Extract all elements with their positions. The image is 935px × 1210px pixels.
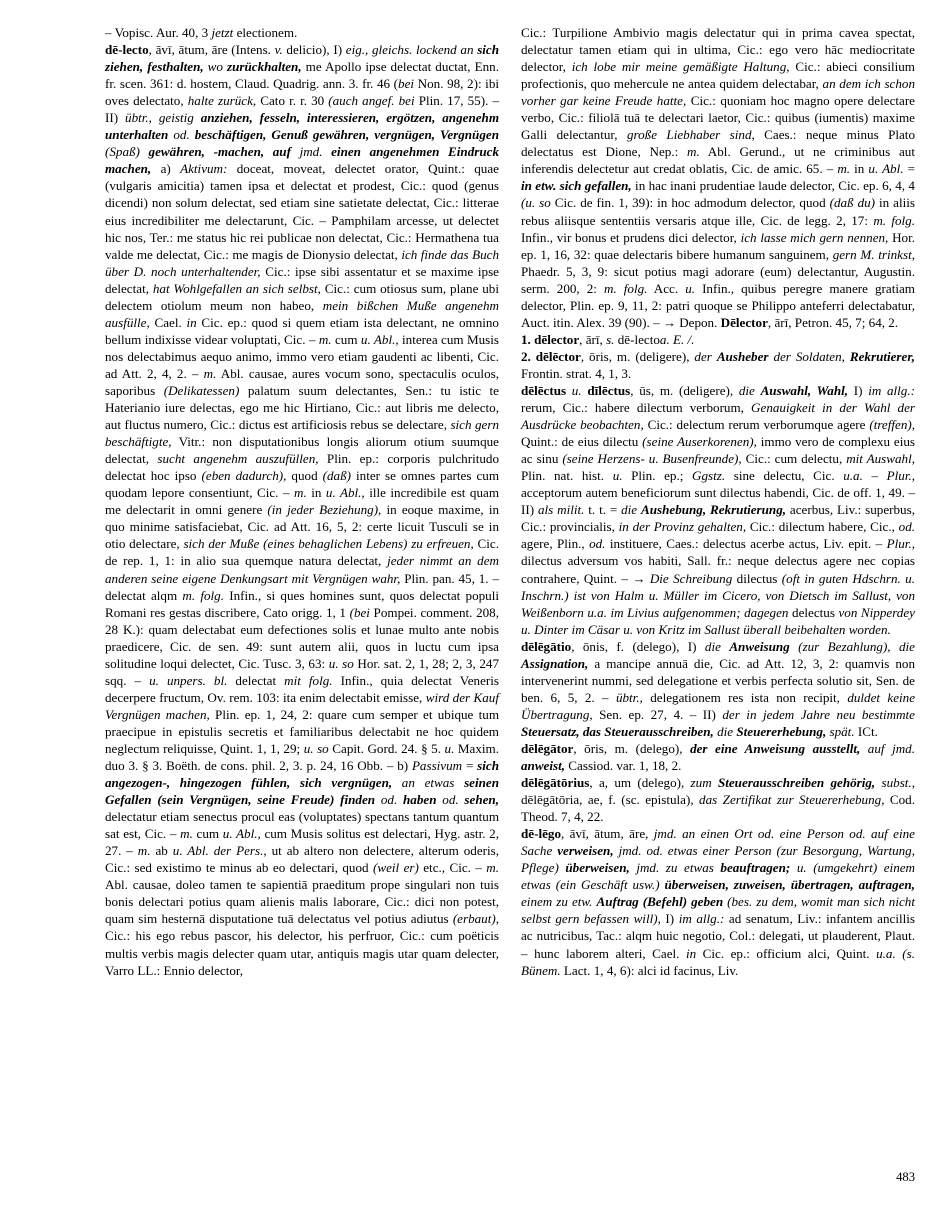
text-run: als milit. [537,502,585,518]
text-run: instituere, Caes.: delectus acerbe actus, Liv. epit. – [605,536,887,552]
text-run: Plin. nat. hist. [521,468,613,484]
text-run: Vitr.: non disputationibus longis aliorum otium suumque delectat, [105,434,499,467]
text-run: in hac inani prudentiae laude delector, Cic. ep. 6, 4, 4 [631,178,915,194]
text-run: auf jmd. [860,740,915,756]
text-run: Steuerausschreiben gehörig, [717,775,876,791]
text-run: Cic.: his ego rebus pascor, his delector, his perfruor, Cic.: cum poëticis multis verbis magis delecter quam utar, antiquis magis utar quam delecter, Varro LL.: Ennio delector, [105,928,499,978]
text-run: die [713,723,737,739]
text-run: das Zertifikat zur Steuererhebung, [699,792,885,808]
text-run: sich gern beschäftigte, [105,417,500,450]
text-run: zurückhalten, [227,59,302,75]
text-run: ich lasse mich gern nennen, [740,229,889,245]
text-run: m. [837,161,851,177]
text-run: Cic. de fin. 1, 39): in hoc admodum delector, quod [550,195,830,211]
text-run: wird der Kauf Vergnügen machen, [105,689,499,722]
dictionary-entry [521,382,915,638]
text-run: agere, Plin., [521,536,590,552]
text-run: Sen. ep. 27, 4. – II) [592,706,723,722]
text-run: Cic. ep.: quod si quem etiam ista delectant, ne omnino bellum indixisse videar voluptati, Cic. – [105,314,499,347]
text-run: od. [589,536,606,552]
text-run: acerbus, Liv.: superbus, Cic.: provincialis, [521,502,915,535]
text-run: mit Auswahl, [846,451,916,467]
text-run: m. folg. [182,587,224,603]
text-run: in aliis rebus aliisque sententiis versaris atque ille, Cic. de legg. 2, 17: [521,195,915,228]
text-run: doceat, moveat, delectet orator, Quint.: quae (vulgaris amicitia) tamen ipsa et delectat et prodest, Cic.: quod (genus dicendi) non solum delectat, sed etiam sine satietate delectat, Cic.: litterae eius incredibiliter me delectarunt, Cic. – Pamphilam arcesse, ut delectet hic nos, Ter.: me status hic rei publicae non delectat, Cic.: Hermathena tua valde me delectat, Cic.: me magis de Dionysio delectat, [105,161,499,262]
text-run: Cato r. r. 30 [256,93,329,109]
text-run: Cic.: ipse sibi assentatur et se maxime ipse delectat, [105,263,499,296]
text-run: cum [192,826,223,842]
text-run: bei [398,76,415,92]
text-run: u. Abl., [360,331,399,347]
text-run: mein bißchen Muße angenehm ausfülle, [105,297,499,330]
text-run: Hor. ep. 1, 16, 32: quae delectaris bibere humanum sanguinem, [521,229,915,262]
text-run: verweisen, [557,843,614,859]
text-run: acceptorum autem beneficiorum sunt dilectus habendi, Cic. de off. 1, 49. – II) [521,485,915,518]
text-run: Steuersatz, das Steuerausschreiben, [521,723,714,739]
text-run: Anweisung [729,638,799,654]
text-run: von Nipperdey u. Dinter im Cäsar u. von Kritz im Sallust überall beibehalten worden. [521,604,915,637]
text-run: Infin., quia delectat Veneris decerpere fructum, Ov. rem. 103: ita enim delectabit emisse, [105,672,500,705]
text-run: die [738,382,761,398]
text-run: dēlēgātio [521,638,572,654]
text-run: m. [318,331,332,347]
text-run: sich ziehen, festhalten, [105,42,500,75]
text-run: ICt. [854,723,878,739]
text-run: sich angezogen-, hingezogen fühlen, sich vergnügen, [105,758,499,791]
text-run: duldet keine Übertragung, [521,689,916,722]
text-run: Aushebung, Rekrutierung, [640,502,787,518]
text-run: einen angenehmen Eindruck machen, [105,144,499,177]
text-run: dilectus adversum vos habiti, Sall. fr.: neque delectus agere nec copias contrahere, Quint. – → [521,553,915,586]
dictionary-entry [521,331,915,348]
text-run: in [850,161,869,177]
text-run: in der Provinz gehalten, [618,519,747,535]
text-run: gern M. trinkst, [832,246,915,262]
text-run: , ūs, m. (deligere), [630,382,739,398]
text-run: dēlēgātōria, ae, f. (sc. epistula), [521,792,700,808]
text-run: palatum suum delectantes, Sen.: tu istic te Haterianio iure delectas, ego me hic Hirtiano, Cic.: aut libris me delecto, aut fluctus numero, Cic.: dictus est artificiosis rebus se delectare, [105,382,499,433]
text-run: u. [685,280,696,296]
text-run: Cic. ep.: officium alci, Quint. [696,945,877,961]
text-run: Steuererhebung, [736,723,827,739]
dictionary-entry [521,24,915,331]
text-run: dilectus [732,570,782,586]
text-run: electionem. [236,25,298,40]
text-run: Ausheber [716,348,769,364]
text-run: , ōnis, f. (delego), I) [571,638,705,654]
text-run: eig., gleichs. lockend an [345,42,478,58]
text-run: in [685,945,697,961]
text-run: dīlēctus [587,382,631,398]
text-run: Cod. Theod. 7, 4, 22. [521,792,916,825]
text-run: Hor. sat. 2, 1, 28; 2, 3, 247 sqq. – [105,655,499,688]
text-run: m. [486,860,499,876]
text-run: od. [898,519,916,535]
text-run: delectat [227,672,285,688]
text-run: überweisen, [565,860,630,876]
text-run: Infin., quibus peregre manere gratiam delector, Plin. ep. 9, 11, 2: patri quoque se Philippo anteferri delectabatur, Auct. itin. Alex. 39 (90). – → Depon. [521,280,915,330]
dictionary-entry [521,348,915,382]
text-run: (seine Herzens- u. Busenfreunde), [562,451,742,467]
text-run: Plin. ep. 1, 24, 2: quare cum semper et ubique tum praecipue in epistulis secretis et familiaribus delectabit ne hoc quidem neglectum reliquisse, Quint. 1, 1, 29; [105,706,500,756]
text-run: m. [137,843,151,859]
text-run: dē-lēgo [521,826,561,842]
text-run: Passivum [411,758,463,774]
dictionary-entry [521,638,915,740]
text-run: od. [380,792,398,808]
text-run: u. (umgekehrt) einem etwas (ein Geschäft usw.) [521,860,916,893]
text-run: Plin. ep.; [622,468,693,484]
text-run: übtr., [615,689,643,705]
text-run: jmd. an einen Ort od. eine Person od. auf eine Sache [521,826,915,859]
text-run: delegationem res ista non recipit, [642,689,848,705]
text-run: Frontin. strat. 4, 1, 3. [521,365,632,381]
text-run: hat Wohlgefallen an sich selbst, [152,280,321,296]
text-run: interea cum Musis nos delectabimus aequo animo, immo vero etiam gaudenti ac libenti, Cic. ad Att. 2, 4, 2. – [105,331,500,381]
text-run: sehen, [458,792,499,808]
text-run: der in jedem Jahre neu bestimmte [722,706,915,722]
text-run: a. E. /. [659,331,695,347]
text-run: Assignation, [521,655,589,671]
text-run: m. [687,144,700,160]
text-run: I) [660,911,679,927]
text-run: me Apollo ipse delectat ductat, Enn. fr. scen. 361: d. hostem, Claud. Quadrig. ann. 3. fr. 46 ( [105,59,499,92]
text-run: t. t. = [584,502,622,518]
text-run: , ārī, Petron. 45, 7; 64, 2. [767,314,899,330]
text-run: , ōris, m. (deligere), [580,348,695,364]
text-run: Cic. de rep. 1, 1: in alio sua quemque natura delectat, [105,536,500,569]
text-run: rerum, Cic.: habere dilectum verborum, [521,400,752,416]
text-run: (oft in guten Hdschrn. u. Inschrn.) ist von Halm u. Müller im Cicero, von Dietsch im Sallust, von Weißenborn u.a. im Livius aufgenommen; dagegen [521,570,915,620]
text-run: Infin., vir bonus et prudens dici delector, [521,229,741,245]
text-run: od. [442,792,459,808]
text-run: delectus [788,604,839,620]
text-run: (Delikatessen) [163,382,240,398]
text-run: inter se omnes partes cum quodam lepore consentiunt, Cic. – [105,468,500,501]
text-run: übtr., geistig [125,110,201,126]
text-run: sucht angenehm auszufüllen, [157,451,319,467]
text-run: der Soldaten, [768,348,850,364]
text-run: Cael. [149,314,187,330]
text-run: (erbaut), [452,911,499,927]
text-run: (bes. zu dem, womit man sich nicht selbst gern befassen will), [521,894,915,927]
text-run: spät. [826,723,855,739]
text-run: 2. dēlēctor [521,348,581,364]
text-run: zum [690,775,718,791]
text-run: u. [612,468,623,484]
text-run: Genauigkeit in der Wahl der Ausdrücke beobachten, [521,400,915,433]
text-run: dē-lecto [614,331,660,347]
text-run: (daß du) [829,195,876,211]
text-run: in [306,485,326,501]
text-run: jmd. od. etwas einer Person (zur Besorgung, Wartung, Pflege) [521,843,915,876]
text-run: , āvī, ātum, āre (Intens. [148,42,275,58]
text-run: Aktivum: [180,161,228,177]
text-run: Auftrag (Befehl) geben [596,894,728,910]
text-run: m. folg. [604,280,648,296]
text-run: etc., Cic. – [418,860,487,876]
text-run: an etwas [392,775,465,791]
text-run: (auch angef. bei [328,93,415,109]
text-run: haben [397,792,443,808]
text-run: die [621,502,641,518]
text-run: , ārī, [579,331,607,347]
text-run: anweist, [521,758,566,774]
text-run: sich gefallen, [556,178,632,194]
text-run: der eine Anweisung ausstellt, [690,740,861,756]
text-run: (in jeder Beziehung), [267,502,382,518]
text-run: Acc. [647,280,686,296]
text-run: = [462,758,478,774]
right-column [521,24,915,1154]
dictionary-entry [521,825,915,978]
text-run: Caes.: neque minus Plato delectatus est Dione, Nep.: [521,127,915,160]
text-run: Cic.: dilectum habere, Cic., [746,519,899,535]
dictionary-entry [521,740,915,774]
text-run: m. [203,365,217,381]
text-run: im allg.: [868,382,915,398]
text-run: Lact. 1, 4, 6): alci id facinus, Liv. [560,962,739,978]
text-run: Quint.: de eius dilectu [521,434,643,450]
text-run: – Vopisc. Aur. 40, 3 [105,25,212,40]
text-run: jmd. [299,144,332,160]
text-run: ich lobe mir meine gemäßigte Haltung, [571,59,790,75]
text-run: , ōris, m. (delego), [573,740,691,756]
text-run: Cic.: quoniam hoc magno opere delectare verbo, Cic.: filiolā tuā te delectari laetor, Cic.: quibus (iumentis) maxime Galli delectantur, [521,93,915,143]
text-run: u. so [328,655,354,671]
text-run: Die Schreibung [649,570,733,586]
text-run: Abl. Gerund., ut ne criminibus aut inferendis delectetur aut credat oblatis, Cic. de amic. 65. – [521,144,915,177]
text-run: (daß) [322,468,352,484]
text-run: m. [180,826,193,842]
text-run: im allg.: [678,911,725,927]
text-run: u.a. – Plur., [843,468,916,484]
text-run: v. [274,42,283,58]
text-run: (seine Auserkorenen), [642,434,757,450]
text-run: ich finde das Buch über D. noch unterhaltender, [105,246,500,279]
text-run: Cic.: Turpilione Ambivio magis delectatur qui in prima cavea spectat, delectatur tamen etiam qui in ultima, Cic.: ego vero hāc mediocritate delector, [521,25,915,75]
text-run: u. [444,740,455,756]
text-run: delectatur etiam senectus procul eas (voluptates) spectans tantum quantum sat est, Cic. – [105,809,499,842]
text-run: Non. 98, 2): ibi oves delectato, [105,76,499,109]
text-run: ad senatum, Liv.: infantem ancillis ac nutricibus, Tac.: alqm huic negotio, Col.: delegati, ut plauderent, Plaut. – hunc laborem alteri, Cael. [521,911,915,961]
text-run: s. [606,331,615,347]
text-run: Cic.: cum otiosus sum, plane ubi delectem otiolum meum non habeo, [105,280,499,313]
text-run: Pompei. comment. 208, 28 K.): quam delectabat eum defectiones solis et lunae multo ante nobis praedicere, Cic. de sen. 49: sunt autem alii, quos in luctu cum ipsa solitudine loqui delectet, Cic. Tusc. 3, 63: [105,604,499,671]
text-run: delicio), I) [282,42,346,58]
text-run: (Spaß) [105,144,140,160]
text-run: dē-lecto [105,42,149,58]
text-run: a mancipe annuā die, Cic. ad Att. 12, 3, 2: quamvis non intervenerint nummi, sed delegatione et verbis perfecta solutio sit, Sen. de ben. 6, 5, 2. – [521,655,915,705]
text-run: Maxim. duo 3. § 3. Boëth. de cons. phil. 2, 3. p. 24, 16 Obb. – b) [105,740,500,774]
text-run: Capit. Gord. 24. § 5. [328,740,445,756]
text-run: dēlēctus [521,382,567,398]
text-run: dēlēgātōrius [521,775,590,791]
text-run: ab [150,843,173,859]
text-run: jetzt [211,25,237,40]
text-run: Plin. 17, 55). – II) [105,93,499,126]
text-run: jmd. zu etwas [629,860,721,876]
text-run: (eben dadurch), [201,468,287,484]
text-run: Cic.: cum delectu, [741,451,847,467]
text-run: , a, um (delego), [589,775,691,791]
text-run: gewähren, -machen, auf [139,144,300,160]
page-number: 483 [896,1170,915,1184]
text-run: der [694,348,717,364]
text-run: Plur., [886,536,915,552]
text-run: Ggstz. [692,468,726,484]
text-run: seinen Gefallen (sein Vergnügen, seine Freude) finden [105,775,499,808]
text-run: u. Abl., [325,485,365,501]
dictionary-entry [105,24,499,41]
text-run: u. Abl., [222,826,261,842]
text-run: sine delectu, Cic. [725,468,844,484]
text-run: einem zu etw. [521,894,597,910]
text-run: in [186,314,197,330]
text-run: große Liebhaber sind, [626,127,755,143]
text-run: (bei [349,604,370,620]
text-run: Abl. causae, aures vocum sono, spectaculis oculos, saporibus [105,365,499,398]
text-run: Auswahl, Wahl, [760,382,849,398]
text-run: u. [566,382,588,398]
dictionary-entry [105,41,499,979]
text-run: cum [331,331,361,347]
text-run: in eoque maxime, in quo minime satisfaciebat, Cic. ad Att. 16, 5, 2: certe licuit Tusculi se in otio delectare, [105,502,500,552]
text-run: ut ab altero non delectere, alterum oderis, Cic.: sed existimo te minus ab eo delectari, quod [105,843,500,876]
text-run: beauftragen; [720,860,791,876]
text-run: u.a. (s. Bünem. [521,945,915,978]
text-run: in etw. [521,178,557,194]
text-run: quod [286,468,323,484]
text-run: u. Abl. [868,161,904,177]
text-run: (u. so [521,195,551,211]
text-run: m. folg. [873,212,916,228]
text-run: wo [203,59,228,75]
text-run: Abl. causae, doleo tamen te sapientiā praeditum prope singulari non tuis bonis delectari potius quam alienis malis laborare, Cic.: dici non potest, quam sim hesternā disputatione tuā delectatus vel potius adiutus [105,877,499,927]
text-run: Plin. ep.: corporis pulchritudo delectat hoc ipso [105,451,499,484]
text-run: subst., [875,775,915,791]
text-run: mit folg. [284,672,333,688]
text-run: (treffen), [869,417,916,433]
text-run: Infin., si ques homines sunt, quos delectat populi Romani res gestas discribere, Cato origg. 1, 1 [105,587,499,620]
text-run: , āvī, ātum, āre, [561,826,654,842]
text-columns [105,24,915,1154]
text-run: u. so [303,740,329,756]
text-run: Cassiod. var. 1, 18, 2. [565,758,682,774]
text-run: anziehen, fesseln, interessieren, ergötzen, angenehm unterhalten [105,110,500,143]
text-run: überweisen, zuweisen, übertragen, auftragen, [664,877,915,893]
text-run: od. [173,127,190,143]
text-run: (zur Bezahlung), die [798,638,915,654]
text-run: Dēlector [720,314,768,330]
text-run: Phaedr. 5, 3, 9: sicut potius magi adorare (eum) delectantur, Augustin. serm. 200, 2: [521,263,915,296]
text-run: Rekrutierer, [849,348,915,364]
text-run: I) [848,382,869,398]
text-run: dēlēgātor [521,740,574,756]
text-run: = [903,161,915,177]
text-run: a) [151,161,181,177]
text-run: die [704,638,730,654]
text-run: u. Abl. der Pers., [172,843,267,859]
text-run: halte zurück, [187,93,257,109]
text-run: jeder nimmt an dem anderen seine eigene Denkungsart mit Vergnügen wahr, [105,553,499,586]
text-run: Cic.: delectum rerum verborumque agere [643,417,870,433]
text-run: an dem ich schon vorher gar keine Freude hatte, [521,76,915,109]
text-run: ille incredibile est quam me delectarit in omni genere [105,485,499,518]
left-column [105,24,499,1154]
text-run: immo vero de complexu eius ac sinu [521,434,915,467]
text-run: cum Musis solitus est delectari, Hyg. astr. 2, 27. – [105,826,499,859]
page-footer [515,1168,915,1186]
text-run: 1. dēlector [521,331,580,347]
text-run: Cic.: abieci consilium profectionis, quo mehercule ne antea quidem delectabar, [521,59,915,92]
text-run: u. unpers. bl. [149,672,228,688]
text-run: Plin. pan. 45, 1. – delectat alqm [105,570,499,603]
text-run: sich der Muße (eines behaglichen Lebens) zu erfreuen, [183,536,474,552]
text-run: beschäftigen, Genuß gewähren, vergnügen, Vergnügen [189,127,499,143]
text-run: (weil er) [372,860,419,876]
dictionary-entry [521,774,915,825]
text-run: m. [293,485,307,501]
